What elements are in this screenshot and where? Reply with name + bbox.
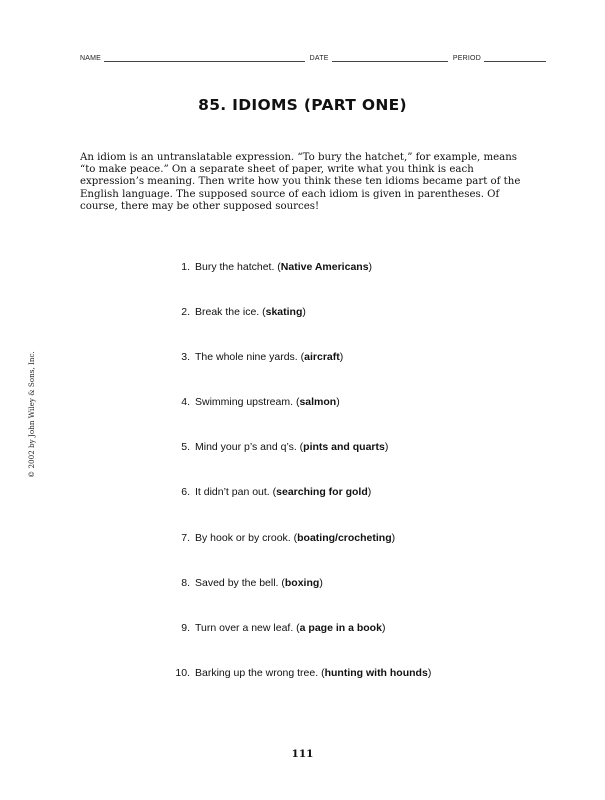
- idiom-number: 10.: [175, 666, 190, 679]
- idiom-close-paren: ): [391, 531, 396, 544]
- idiom-source: a page in a book: [299, 621, 382, 634]
- idiom-number: 2.: [181, 306, 190, 319]
- idiom-item: [170, 667, 550, 712]
- idiom-text: Break the ice. (: [195, 306, 266, 319]
- idiom-text: Turn over a new leaf. (: [195, 621, 300, 634]
- idiom-text: Swimming upstream. (: [195, 396, 300, 409]
- idiom-number: 8.: [181, 576, 190, 589]
- idiom-text: Barking up the wrong tree. (: [195, 666, 325, 679]
- idiom-number: 5.: [181, 441, 190, 454]
- student-info-header: [80, 54, 546, 62]
- idiom-number: 4.: [181, 396, 190, 409]
- idiom-source: skating: [265, 306, 303, 319]
- idiom-list: [170, 261, 550, 712]
- idiom-item: [170, 306, 550, 351]
- idiom-source: boxing: [284, 576, 320, 589]
- idiom-close-paren: ): [381, 621, 386, 634]
- date-blank-line: [332, 54, 448, 62]
- idiom-close-paren: ): [339, 351, 344, 364]
- date-label: DATE: [309, 55, 329, 62]
- idiom-number: 3.: [181, 351, 190, 364]
- idiom-text: Mind your p’s and q’s. (: [195, 441, 304, 454]
- copyright-notice: © 2002 by John Wiley & Sons, Inc.: [27, 351, 36, 478]
- idiom-source: boating/crocheting: [297, 531, 392, 544]
- idiom-item: [170, 351, 550, 396]
- idiom-source: aircraft: [304, 351, 340, 364]
- idiom-source: hunting with hounds: [324, 666, 428, 679]
- idiom-item: [170, 261, 550, 306]
- idiom-text: By hook or by crook. (: [195, 531, 298, 544]
- idiom-close-paren: ): [368, 261, 373, 273]
- idiom-item: [170, 532, 550, 577]
- idiom-close-paren: ): [319, 576, 323, 589]
- idiom-close-paren: ): [384, 441, 389, 454]
- idiom-source: pints and quarts: [303, 441, 385, 454]
- period-blank-line: [484, 54, 546, 62]
- idiom-item: [170, 396, 550, 441]
- idiom-text: Saved by the bell. (: [195, 576, 285, 589]
- idiom-text: Bury the hatchet. (: [195, 261, 281, 273]
- idiom-text: It didn’t pan out. (: [195, 486, 277, 499]
- idiom-number: 6.: [181, 486, 190, 499]
- idiom-source: Native Americans: [280, 261, 369, 273]
- name-blank-line: [104, 54, 305, 62]
- idiom-number: 1.: [181, 261, 190, 273]
- idiom-number: 7.: [181, 531, 190, 544]
- idiom-close-paren: ): [367, 486, 372, 499]
- idiom-item: [170, 486, 550, 531]
- period-label: PERIOD: [452, 55, 481, 62]
- idiom-close-paren: ): [302, 306, 306, 319]
- idiom-number: 9.: [181, 621, 190, 634]
- intro-paragraph: An idiom is an untranslatable expression. “To bury the hatchet,” for example, means “to make peace.” On a separate sheet of paper, write what you think is each expression’s meaning. Then write how you think these ten idioms became part of the English language. The supposed source of each idiom is given in parentheses. Of course, there may be other supposed sources!: [80, 152, 521, 212]
- idiom-source: searching for gold: [276, 486, 368, 499]
- idiom-close-paren: ): [336, 396, 340, 409]
- idiom-item: [170, 577, 550, 622]
- idiom-text: The whole nine yards. (: [195, 351, 305, 364]
- page-title: 85. IDIOMS (PART ONE): [198, 96, 407, 114]
- idiom-item: [170, 622, 550, 667]
- page-number: 111: [291, 748, 314, 760]
- idiom-source: salmon: [299, 396, 337, 409]
- idiom-item: [170, 441, 550, 486]
- name-label: NAME: [80, 55, 102, 62]
- idiom-close-paren: ): [427, 666, 432, 679]
